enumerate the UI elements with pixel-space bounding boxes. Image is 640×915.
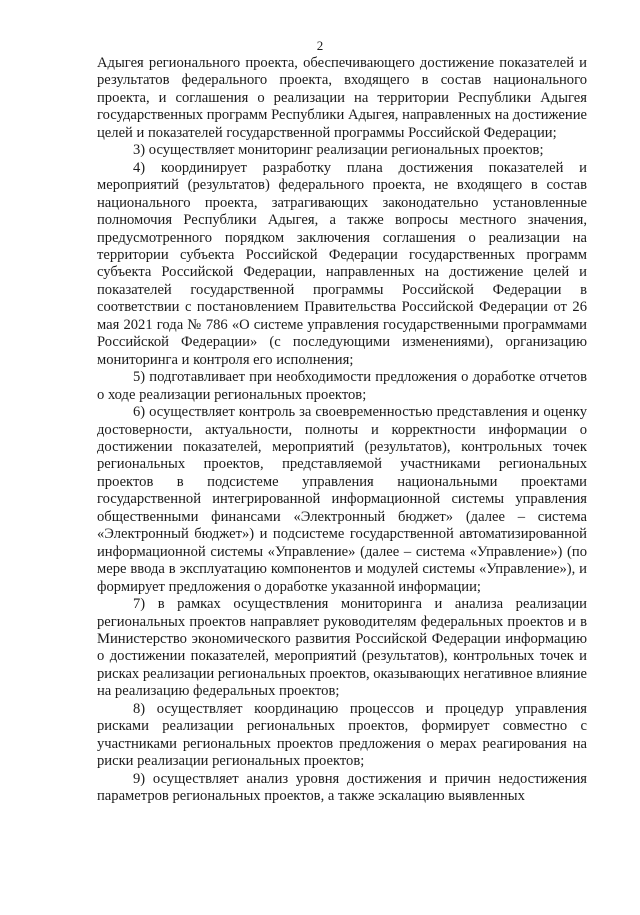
page-number: 2 <box>316 38 324 53</box>
paragraph-item-9: 9) осуществляет анализ уровня достижения и причин недостижения параметров региональных проектов, а также эскалацию выявленных <box>97 770 587 805</box>
paragraph-item-5: 5) подготавливает при необходимости предложения о доработке отчетов о ходе реализации региональных проектов; <box>97 369 587 403</box>
paragraph-continuation: Адыгея регионального проекта, обеспечивающего достижение показателей и результатов федерального проекта, входящего в состав национального проекта, и соглашения о реализации на территории Республики Адыгея государственных программ Республики Адыгея, направленных на достижение целей и показателей государственной программы Российской Федерации; <box>97 55 587 141</box>
paragraph-item-4: 4) координирует разработку плана достижения показателей и мероприятий (результатов) федерального проекта, не входящего в состав национального проекта, затрагивающих законодательно установленные полномочия Республики Адыгея, а также вопросы местного значения, предусмотренного порядком заключения соглашения о реализации на территории субъекта Российской Федерации государственных программ субъекта Российской Федерации, направленных на достижение целей и показателей государственной программы Российской Федерации в соответствии с постановлением Правительства Российской Федерации от 26 мая 2021 года № 786 «О системе управления государственными программами Российской Федерации» (с последующими изменениями), организацию мониторинга и контроля его исполнения; <box>97 159 587 368</box>
paragraph-item-7: 7) в рамках осуществления мониторинга и анализа реализации региональных проектов направляет руководителям федеральных проектов и в Министерство экономического развития Российской Федерации информацию о достижении показателей, мероприятий (результатов), контрольных точек и рисках реализации региональных проектов, оказывающих негативное влияние на реализацию федеральных проектов; <box>97 596 588 700</box>
body-text <box>97 55 587 805</box>
paragraph-item-3: 3) осуществляет мониторинг реализации региональных проектов; <box>133 142 544 159</box>
paragraph-item-8: 8) осуществляет координацию процессов и процедур управления рисками реализации региональных проектов, формирует совместно с участниками региональных проектов предложения о мерах реагирования на риски реализации региональных проектов; <box>97 700 587 770</box>
paragraph-item-6: 6) осуществляет контроль за своевременностью представления и оценку достоверности, актуальности, полноты и корректности информации о достижении показателей, мероприятий (результатов), контрольных точек региональных проектов, представляемой участниками региональных проектов в подсистеме управления национальными проектами государственной интегрированной информационной системы управления общественными финансами «Электронный бюджет» (далее – система «Электронный бюджет») и подсистеме государственной автоматизированной информационной системы «Управление» (далее – система «Управление») (по мере ввода в эксплуатацию компонентов и модулей системы «Управление»), и формирует предложения о доработке указанной информации; <box>97 404 587 595</box>
